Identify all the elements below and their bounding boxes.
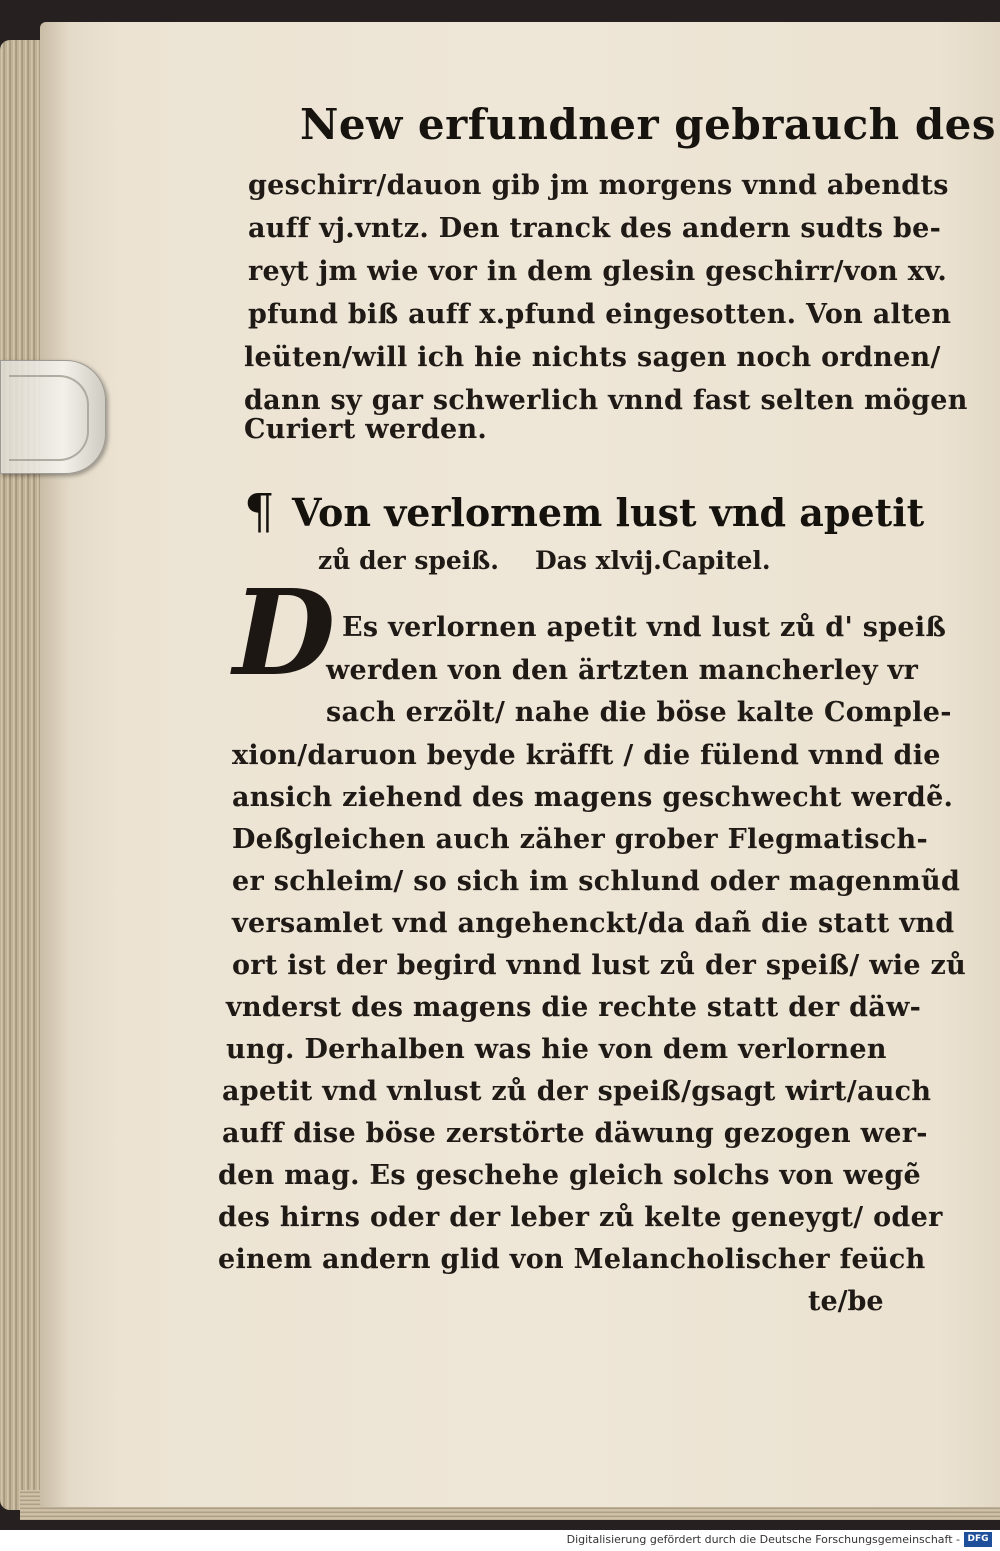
text-line: auff dise böse zerstörte däwung gezogen wer- bbox=[222, 1118, 928, 1149]
catchword: te/be bbox=[808, 1286, 884, 1317]
decorated-initial: D bbox=[233, 563, 336, 702]
section-mark: ¶ bbox=[244, 484, 275, 540]
text-line: sach erzölt/ nahe die böse kalte Comple- bbox=[326, 697, 952, 728]
text-line: ansich ziehend des magens geschwecht werdẽ. bbox=[232, 782, 954, 813]
text-line: den mag. Es geschehe gleich solchs von wegẽ bbox=[218, 1160, 922, 1191]
text-line: werden von den ärtzten mancherley vr bbox=[326, 655, 919, 686]
text-line: pfund biß auff x.pfund eingesotten. Von alten bbox=[248, 299, 952, 330]
footer-bar bbox=[0, 1530, 1000, 1551]
text-line: Deßgleichen auch zäher grober Flegmatisch- bbox=[232, 824, 928, 855]
page-clip bbox=[0, 360, 106, 474]
text-line: xion/daruon beyde kräfft / die fülend vnnd die bbox=[232, 740, 941, 771]
text-line: des hirns oder der leber zů kelte geneygt/ oder bbox=[218, 1202, 943, 1233]
text-line: ung. Derhalben was hie von dem verlornen bbox=[226, 1034, 887, 1065]
chapter-subheading: zů der speiß. bbox=[318, 546, 499, 575]
text-line: auff vj.vntz. Den tranck des andern sudts be- bbox=[248, 213, 942, 244]
chapter-number: Das xlvij.Capitel. bbox=[535, 546, 771, 575]
chapter-heading: Von verlornem lust vnd apetit bbox=[292, 490, 925, 535]
text-line: leüten/will ich hie nichts sagen noch ordnen/ bbox=[244, 342, 941, 373]
footer-credit: Digitalisierung gefördert durch die Deutsche Forschungsgemeinschaft - bbox=[566, 1533, 960, 1546]
page-clip-inner bbox=[9, 375, 89, 461]
text-line: einem andern glid von Melancholischer feüch bbox=[218, 1244, 926, 1275]
text-line: vnderst des magens die rechte statt der däw- bbox=[226, 992, 922, 1023]
text-line: dann sy gar schwerlich vnnd fast selten mögen bbox=[244, 385, 968, 416]
text-line: apetit vnd vnlust zů der speiß/gsagt wirt/auch bbox=[222, 1076, 932, 1107]
text-line: ort ist der begird vnnd lust zů der speiß/ wie zů bbox=[232, 950, 967, 981]
text-line: versamlet vnd angehenckt/da dañ die statt vnd bbox=[232, 908, 955, 939]
running-head: New erfundner gebrauch des bbox=[300, 100, 997, 149]
text-line: Curiert werden. bbox=[244, 414, 488, 445]
text-line: Es verlornen apetit vnd lust zů d' speiß bbox=[342, 612, 947, 643]
text-line: reyt jm wie vor in dem glesin geschirr/von xv. bbox=[248, 256, 948, 287]
dfg-logo-icon[interactable]: DFG bbox=[964, 1532, 992, 1547]
text-line: er schleim/ so sich im schlund oder magenmũd bbox=[232, 866, 961, 897]
text-line: geschirr/dauon gib jm morgens vnnd abendts bbox=[248, 170, 949, 201]
